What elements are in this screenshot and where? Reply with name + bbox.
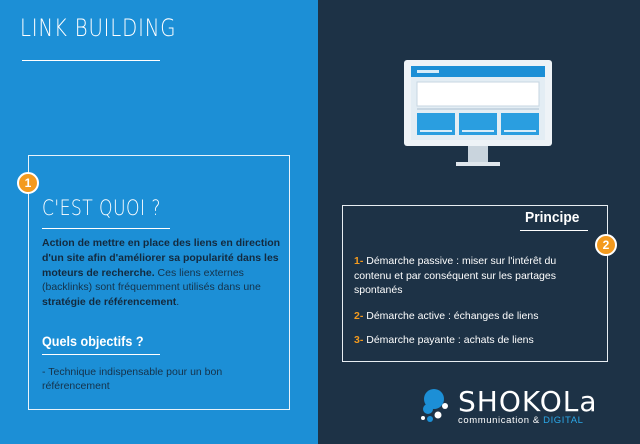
monitor-icon	[404, 60, 552, 172]
principle-item-number: 2-	[354, 310, 364, 322]
title-underline	[22, 60, 160, 61]
principle-item	[354, 333, 594, 348]
objective-item: - Technique indispensable pour un bon référencement	[42, 366, 223, 392]
principle-item	[354, 254, 594, 298]
objectives-underline	[42, 354, 160, 355]
principle-item-number: 3-	[354, 334, 364, 346]
principle-item-number: 1-	[354, 255, 364, 267]
definition-text	[42, 236, 282, 310]
objectives-title: Quels objectifs ?	[42, 333, 144, 349]
logo-tagline-b: DIGITAL	[543, 415, 584, 426]
principle-item-text: Démarche payante : achats de liens	[363, 334, 534, 346]
definition-bold-2: stratégie de référencement	[42, 296, 177, 309]
step-badge-2: 2	[595, 234, 617, 256]
brand-logo	[420, 385, 620, 429]
step-badge-1: 1	[17, 172, 39, 194]
logo-tagline-a: communication &	[458, 415, 544, 426]
logo-mark-icon	[420, 385, 454, 425]
principle-item	[354, 309, 594, 324]
definition-end: .	[176, 296, 180, 309]
principle-item-text: Démarche active : échanges de liens	[363, 310, 539, 322]
definition-bold: Action de mettre en place des liens en direction d'un site afin d'améliorer sa popularité dans les moteurs de recherche.	[42, 237, 281, 279]
definition-normal: Ces liens externes (backlinks) sont fréquemment utilisés dans une	[42, 266, 261, 294]
definition-underline	[42, 228, 170, 229]
logo-name: SHOKOLa	[458, 385, 598, 418]
principle-underline	[520, 230, 588, 231]
page-title: LINK BUILDING	[20, 14, 177, 42]
logo-tagline	[458, 415, 584, 426]
definition-title: C'EST QUOI ?	[42, 196, 161, 220]
principle-item-text: Démarche passive : miser sur l'intérêt du contenu et par conséquent sur les partages spontanés	[354, 255, 557, 296]
principle-title: Principe	[525, 209, 580, 226]
